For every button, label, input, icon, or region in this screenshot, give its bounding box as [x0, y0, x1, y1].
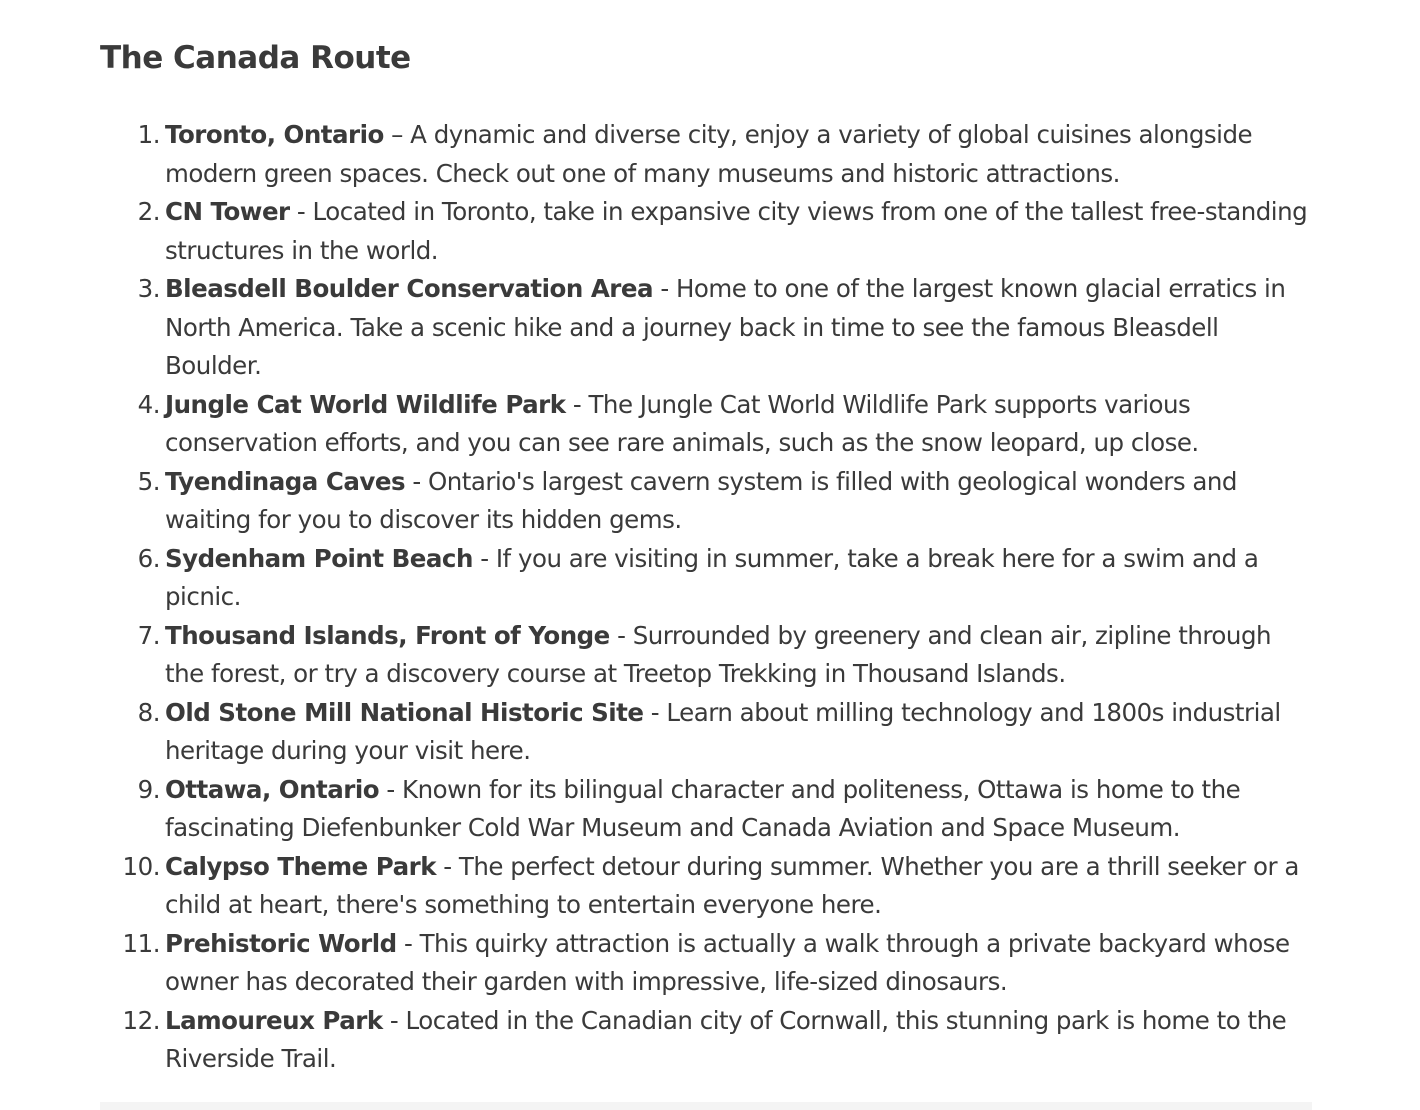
list-item-number: 5. [137, 466, 160, 496]
list-item-name: Prehistoric World [165, 928, 397, 958]
list-item-number: 7. [137, 620, 160, 650]
list-item-description: - Surrounded by greenery and clean air, zipline through the forest, or try a discovery course at Treetop Trekking in Thousand Islands. [165, 620, 1272, 688]
list-item-number: 9. [137, 774, 160, 804]
list-item-number: 6. [137, 543, 160, 573]
list-item-name: Calypso Theme Park [165, 851, 437, 881]
list-item [100, 617, 1312, 694]
list-item-description: - The Jungle Cat World Wildlife Park supports various conservation efforts, and you can see rare animals, such as the snow leopard, up close. [165, 389, 1199, 457]
list-item-description: - If you are visiting in summer, take a break here for a swim and a picnic. [165, 543, 1259, 611]
list-item-name: Tyendinaga Caves [165, 466, 406, 496]
list-item [100, 540, 1312, 617]
list-item [100, 386, 1312, 463]
list-item-description: – A dynamic and diverse city, enjoy a variety of global cuisines alongside modern green spaces. Check out one of many museums and historic attractions. [165, 120, 1253, 188]
list-item-name: Thousand Islands, Front of Yonge [165, 620, 610, 650]
list-item-description: - Located in the Canadian city of Cornwall, this stunning park is home to the Riverside Trail. [165, 1005, 1287, 1073]
list-item [100, 270, 1312, 386]
list-item-name: Ottawa, Ontario [165, 774, 380, 804]
list-item-number: 10. [122, 851, 160, 881]
list-item [100, 193, 1312, 270]
list-item-description: - Known for its bilingual character and politeness, Ottawa is home to the fascinating Diefenbunker Cold War Museum and Canada Aviation and Space Museum. [165, 774, 1241, 842]
list-item-name: Lamoureux Park [165, 1005, 383, 1035]
bottom-divider [100, 1102, 1312, 1110]
list-item-description: - Ontario's largest cavern system is filled with geological wonders and waiting for you to discover its hidden gems. [165, 466, 1237, 534]
list-item-number: 8. [137, 697, 160, 727]
list-item-number: 12. [122, 1005, 160, 1035]
page-title: The Canada Route [100, 40, 411, 76]
list-item [100, 116, 1312, 193]
list-item-number: 3. [137, 274, 160, 303]
list-item [100, 925, 1312, 1002]
list-item-number: 1. [137, 120, 160, 149]
list-item-number: 4. [137, 389, 160, 419]
list-item-name: Old Stone Mill National Historic Site [165, 697, 644, 727]
list-item-name: Sydenham Point Beach [165, 543, 473, 573]
list-item-description: - Learn about milling technology and 1800s industrial heritage during your visit here. [165, 697, 1281, 765]
list-item-description: - Home to one of the largest known glacial erratics in North America. Take a scenic hike and a journey back in time to see the famous Bleasdell Boulder. [165, 274, 1286, 380]
list-item [100, 463, 1312, 540]
list-item [100, 694, 1312, 771]
list-item-number: 2. [137, 197, 160, 226]
list-item-name: CN Tower [165, 197, 290, 226]
list-item-name: Bleasdell Boulder Conservation Area [165, 274, 654, 303]
list-item-description: - Located in Toronto, take in expansive city views from one of the tallest free-standing structures in the world. [165, 197, 1308, 265]
list-item [100, 771, 1312, 848]
route-list [100, 116, 1312, 1079]
list-item [100, 848, 1312, 925]
list-item-number: 11. [122, 928, 160, 958]
list-item-description: - The perfect detour during summer. Whether you are a thrill seeker or a child at heart, there's something to entertain everyone here. [165, 851, 1299, 919]
list-item [100, 1002, 1312, 1079]
list-item-name: Jungle Cat World Wildlife Park [165, 389, 566, 419]
list-item-description: - This quirky attraction is actually a walk through a private backyard whose owner has decorated their garden with impressive, life-sized dinosaurs. [165, 928, 1290, 996]
list-item-name: Toronto, Ontario [165, 120, 384, 149]
